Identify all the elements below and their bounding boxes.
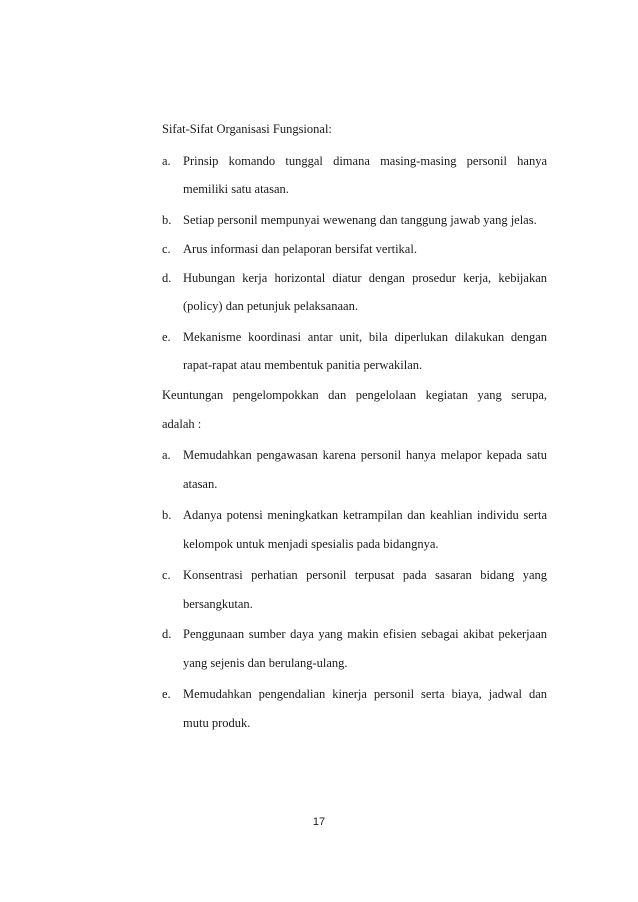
list-item-text-continued: (policy) dan petunjuk pelaksanaan. — [183, 299, 358, 313]
list-item-text: Setiap personil mempunyai wewenang dan tanggung jawab yang jelas. — [183, 213, 537, 227]
list-item-text-continued: atasan. — [183, 477, 218, 491]
section-heading-continued: adalah : — [162, 417, 202, 431]
list-item-text: Mekanisme koordinasi antar unit, bila diperlukan dilakukan dengan — [183, 330, 547, 344]
list-item-text-continued: memiliki satu atasan. — [183, 182, 289, 196]
section-heading: Sifat-Sifat Organisasi Fungsional: — [162, 122, 332, 136]
list-item-text: Prinsip komando tunggal dimana masing-masing personil hanya — [183, 154, 547, 168]
list-item-text-continued: rapat-rapat atau membentuk panitia perwakilan. — [183, 358, 423, 372]
list-item-text: Konsentrasi perhatian personil terpusat pada sasaran bidang yang — [183, 568, 547, 582]
list-marker: a. — [162, 448, 171, 462]
section-heading: Keuntungan pengelompokkan dan pengelolaan kegiatan yang serupa, — [162, 388, 547, 402]
list-marker: d. — [162, 271, 172, 285]
list-marker: c. — [162, 568, 171, 582]
list-marker: e. — [162, 330, 171, 344]
list-item-text-continued: mutu produk. — [183, 716, 251, 730]
list-item-text: Penggunaan sumber daya yang makin efisien sebagai akibat pekerjaan — [183, 627, 547, 641]
list-marker: a. — [162, 154, 171, 168]
list-marker: e. — [162, 687, 171, 701]
page-number: 17 — [312, 816, 326, 828]
list-item-text: Adanya potensi meningkatkan ketrampilan dan keahlian individu serta — [183, 508, 547, 522]
list-marker: b. — [162, 508, 172, 522]
list-item-text: Memudahkan pengendalian kinerja personil serta biaya, jadwal dan — [183, 687, 547, 701]
list-item-text: Memudahkan pengawasan karena personil hanya melapor kepada satu — [183, 448, 547, 462]
list-marker: d. — [162, 627, 172, 641]
list-marker: b. — [162, 213, 172, 227]
list-item-text: Arus informasi dan pelaporan bersifat vertikal. — [183, 242, 417, 256]
list-item-text-continued: kelompok untuk menjadi spesialis pada bidangnya. — [183, 537, 439, 551]
list-marker: c. — [162, 242, 171, 256]
list-item-text-continued: bersangkutan. — [183, 597, 253, 611]
list-item-text: Hubungan kerja horizontal diatur dengan prosedur kerja, kebijakan — [183, 271, 547, 285]
list-item-text-continued: yang sejenis dan berulang-ulang. — [183, 656, 348, 670]
